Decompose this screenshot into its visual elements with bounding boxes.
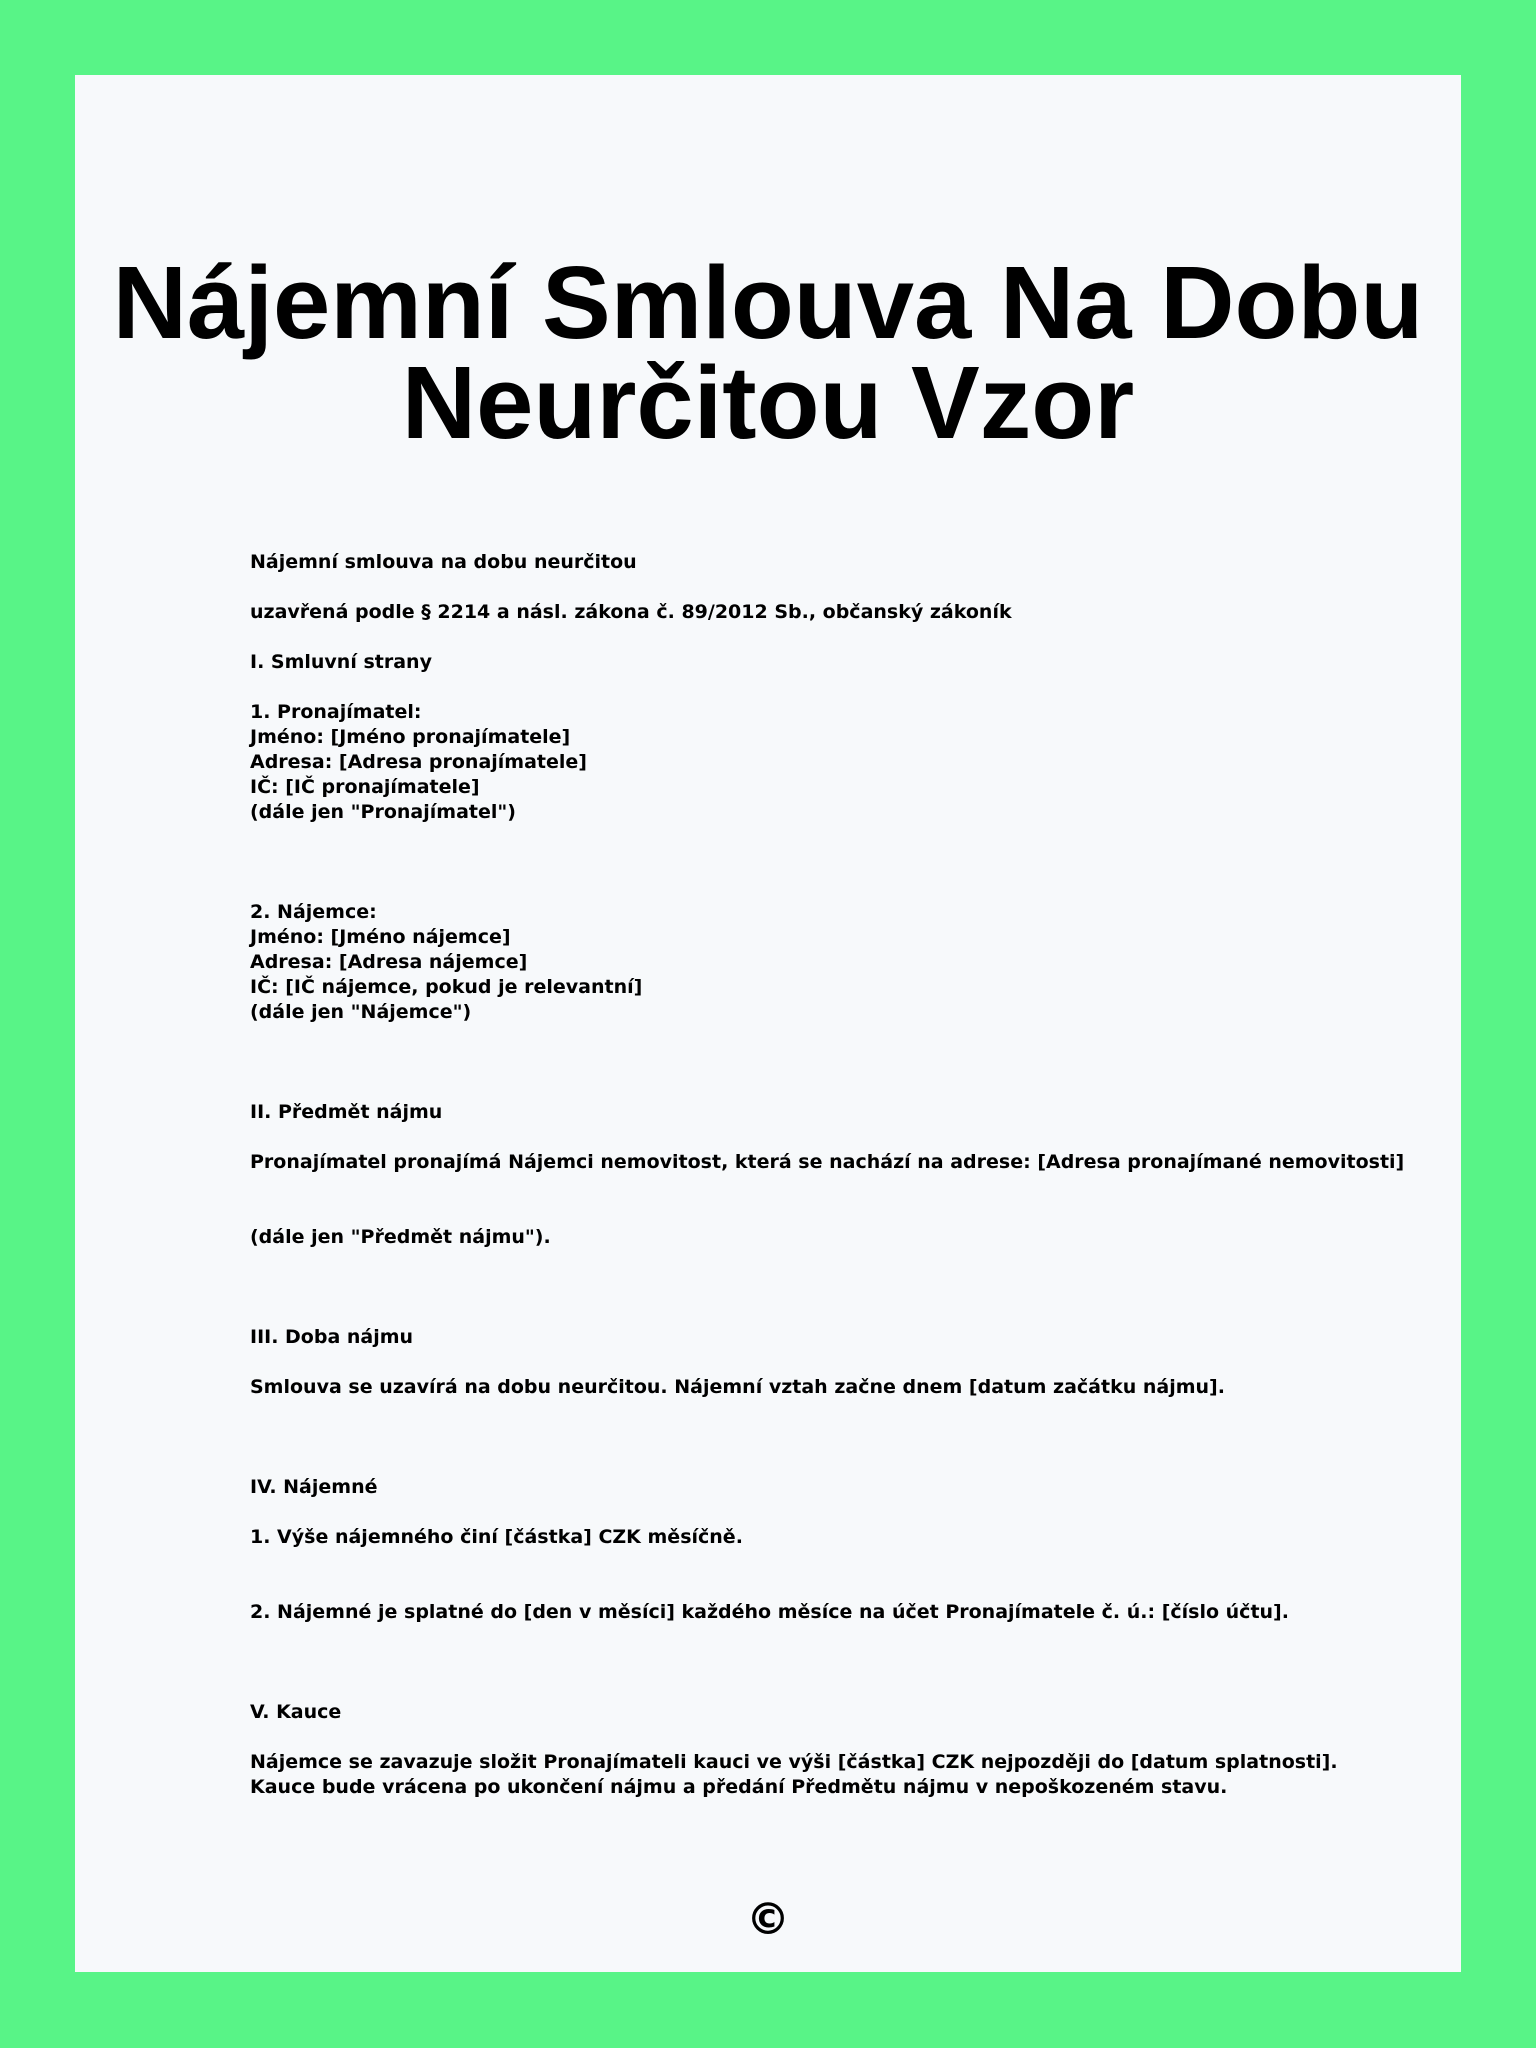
tenant-name: Jméno: [Jméno nájemce] (250, 926, 511, 948)
landlord-id: IČ: [IČ pronajímatele] (250, 776, 480, 798)
section-4-title: IV. Nájemné (250, 1476, 378, 1498)
landlord-name: Jméno: [Jméno pronajímatele] (250, 726, 571, 748)
title-line-1: Nájemní Smlouva Na Dobu (112, 245, 1424, 360)
document-title (75, 245, 1461, 460)
contract-heading: Nájemní smlouva na dobu neurčitou (250, 551, 637, 573)
contract-subheading: uzavřená podle § 2214 a násl. zákona č. 89/2012 Sb., občanský zákoník (250, 601, 1012, 623)
section-3-text: Smlouva se uzavírá na dobu neurčitou. Nájemní vztah začne dnem [datum začátku nájmu]. (250, 1376, 1225, 1398)
landlord-address: Adresa: [Adresa pronajímatele] (250, 751, 587, 773)
section-3-title: III. Doba nájmu (250, 1326, 414, 1348)
section-5-line-2: Kauce bude vrácena po ukončení nájmu a předání Předmětu nájmu v nepoškozeném stavu. (250, 1776, 1228, 1798)
copyright-icon: © (746, 1894, 790, 1945)
section-4-item-1: 1. Výše nájemného činí [částka] CZK měsíčně. (250, 1526, 743, 1548)
tenant-alias: (dále jen "Nájemce") (250, 1001, 472, 1023)
section-2-alias: (dále jen "Předmět nájmu"). (250, 1226, 551, 1248)
section-2-title: II. Předmět nájmu (250, 1101, 443, 1123)
landlord-alias: (dále jen "Pronajímatel") (250, 801, 516, 823)
title-line-2: Neurčitou Vzor (401, 345, 1135, 460)
tenant-address: Adresa: [Adresa nájemce] (250, 951, 528, 973)
landlord-label: 1. Pronajímatel: (250, 701, 422, 723)
tenant-id: IČ: [IČ nájemce, pokud je relevantní] (250, 976, 643, 998)
tenant-label: 2. Nájemce: (250, 901, 377, 923)
section-2-text: Pronajímatel pronajímá Nájemci nemovitost, která se nachází na adrese: [Adresa pronajímané nemovitosti] (250, 1151, 1405, 1173)
section-5-title: V. Kauce (250, 1701, 342, 1723)
document-page (75, 75, 1461, 1972)
section-4-item-2: 2. Nájemné je splatné do [den v měsíci] každého měsíce na účet Pronajímatele č. ú.: [číslo účtu]. (250, 1601, 1289, 1623)
section-1-title: I. Smluvní strany (250, 651, 432, 673)
section-5-line-1: Nájemce se zavazuje složit Pronajímateli kauci ve výši [částka] CZK nejpozději do [datum splatnosti]. (250, 1751, 1338, 1773)
